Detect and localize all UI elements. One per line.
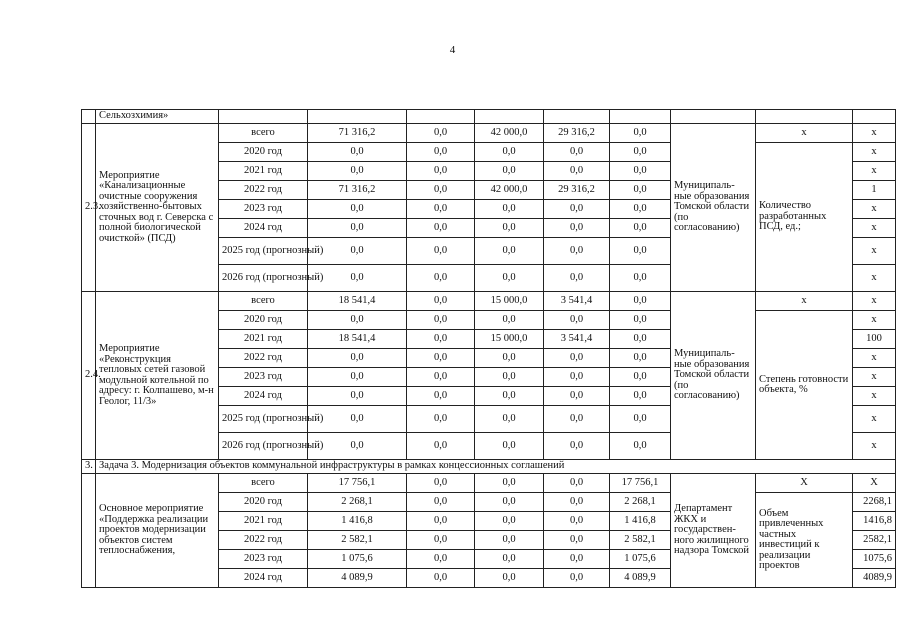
value-cell: 0,0 [610,387,671,406]
year-cell: 2023 год [219,200,308,219]
value-cell: 0,0 [475,265,544,292]
value-cell: 0,0 [544,531,610,550]
value-cell: 17 756,1 [610,474,671,493]
value-cell: 0,0 [544,433,610,460]
value-cell: 1 416,8 [610,512,671,531]
value-cell: 0,0 [308,406,407,433]
indicator-total: Х [756,474,853,493]
value-cell: 0,0 [610,238,671,265]
year-cell: 2024 год [219,387,308,406]
value-cell: 4 089,9 [308,569,407,588]
value-cell: 29 316,2 [544,124,610,143]
section-number [82,474,96,588]
indicator-value: 2268,1 [853,493,896,512]
value-cell: 3 541,4 [544,292,610,311]
value-cell: 0,0 [407,181,475,200]
year-cell: 2026 год (прогнозный) [219,265,308,292]
year-cell: 2023 год [219,550,308,569]
indicator-value: 100 [853,330,896,349]
value-cell: 0,0 [475,512,544,531]
value-cell: 0,0 [544,265,610,292]
year-cell: 2026 год (прогнозный) [219,433,308,460]
value-cell: 0,0 [475,531,544,550]
value-cell: 0,0 [544,238,610,265]
value-cell: 71 316,2 [308,181,407,200]
value-cell: 0,0 [544,406,610,433]
indicator-total: х [756,124,853,143]
value-cell: 0,0 [475,162,544,181]
value-cell: 0,0 [544,349,610,368]
indicator-value: х [853,368,896,387]
year-cell: всего [219,474,308,493]
value-cell: 0,0 [610,292,671,311]
year-cell: 2024 год [219,569,308,588]
year-cell: 2021 год [219,330,308,349]
task-number: 3. [82,460,96,474]
value-cell: 1 075,6 [308,550,407,569]
table-row [82,110,896,124]
value-cell: 0,0 [475,474,544,493]
value-cell: 0,0 [475,143,544,162]
indicator-value: х [853,406,896,433]
value-cell: 0,0 [475,550,544,569]
value-cell: 0,0 [544,512,610,531]
indicator-value: х [853,265,896,292]
value-cell: 0,0 [308,433,407,460]
value-cell: 0,0 [475,311,544,330]
value-cell: 0,0 [544,387,610,406]
value-cell: 0,0 [610,311,671,330]
value-cell: 0,0 [544,143,610,162]
value-cell: 0,0 [407,493,475,512]
value-cell: 0,0 [407,330,475,349]
value-cell: 0,0 [475,238,544,265]
value-cell: 0,0 [475,569,544,588]
value-cell: 0,0 [308,238,407,265]
value-cell: 0,0 [475,200,544,219]
program-table [81,109,896,588]
value-cell: 0,0 [407,200,475,219]
value-cell: 0,0 [407,265,475,292]
executor: Департамент ЖКХ и государствен-ного жилищного надзора Томской [671,474,756,588]
value-cell: 0,0 [407,311,475,330]
value-cell: 0,0 [407,474,475,493]
value-cell: 3 541,4 [544,330,610,349]
indicator-value: 1075,6 [853,550,896,569]
value-cell: 0,0 [407,550,475,569]
value-cell: 42 000,0 [475,181,544,200]
value-cell: 0,0 [308,311,407,330]
value-cell: 0,0 [610,433,671,460]
indicator-value: 2582,1 [853,531,896,550]
indicator-value: х [853,292,896,311]
year-cell: 2020 год [219,311,308,330]
year-cell: 2021 год [219,162,308,181]
indicator-value: х [853,200,896,219]
value-cell: 0,0 [407,512,475,531]
year-cell: 2025 год (прогнозный) [219,406,308,433]
value-cell: 0,0 [407,368,475,387]
section-title: Мероприятие «Канализационные очистные сооружения хозяйственно-бытовых сточных вод г. Северска с полной биологической очисткой» (ПСД) [96,124,219,292]
value-cell: 0,0 [610,265,671,292]
year-cell: всего [219,124,308,143]
value-cell: 0,0 [407,349,475,368]
value-cell: 2 268,1 [610,493,671,512]
value-cell: 0,0 [544,550,610,569]
indicator-value: 1416,8 [853,512,896,531]
year-cell: всего [219,292,308,311]
value-cell: 0,0 [610,162,671,181]
value-cell: 0,0 [610,124,671,143]
value-cell: 0,0 [610,406,671,433]
task-row [82,460,896,474]
value-cell: 0,0 [544,368,610,387]
value-cell: 0,0 [610,219,671,238]
value-cell: 0,0 [544,569,610,588]
value-cell: 1 075,6 [610,550,671,569]
indicator-value: Х [853,474,896,493]
indicator-value: х [853,219,896,238]
value-cell: 4 089,9 [610,569,671,588]
value-cell: 15 000,0 [475,330,544,349]
value-cell: 0,0 [475,219,544,238]
value-cell: 2 582,1 [308,531,407,550]
value-cell: 0,0 [407,531,475,550]
value-cell: 15 000,0 [475,292,544,311]
year-cell: 2021 год [219,512,308,531]
year-cell: 2024 год [219,219,308,238]
indicator-name: Количество разработанных ПСД, ед.; [756,143,853,292]
continued-title: Сельхозхимия» [96,110,219,124]
value-cell: 0,0 [544,311,610,330]
value-cell: 0,0 [544,200,610,219]
value-cell: 0,0 [308,200,407,219]
year-cell: 2022 год [219,531,308,550]
section-number: 2.3. [82,124,96,292]
value-cell: 0,0 [308,162,407,181]
value-cell: 0,0 [610,181,671,200]
executor: Муниципаль-ные образования Томской области (по согласованию) [671,124,756,292]
value-cell: 0,0 [475,433,544,460]
value-cell: 0,0 [407,433,475,460]
value-cell: 0,0 [475,368,544,387]
year-cell: 2020 год [219,493,308,512]
year-cell: 2023 год [219,368,308,387]
value-cell: 0,0 [544,162,610,181]
page-number: 4 [449,44,456,56]
indicator-value: х [853,162,896,181]
value-cell: 0,0 [544,474,610,493]
table-row [82,292,896,311]
value-cell: 0,0 [308,387,407,406]
indicator-name: Степень готовности объекта, % [756,311,853,460]
indicator-name: Объем привлеченных частных инвестиций к реализации проектов [756,493,853,588]
value-cell: 0,0 [407,292,475,311]
value-cell: 0,0 [475,387,544,406]
value-cell: 0,0 [407,162,475,181]
value-cell: 0,0 [475,349,544,368]
value-cell: 0,0 [407,219,475,238]
value-cell: 0,0 [407,143,475,162]
value-cell: 0,0 [407,387,475,406]
value-cell: 18 541,4 [308,330,407,349]
value-cell: 0,0 [610,200,671,219]
executor: Муниципаль-ные образования Томской области (по согласованию) [671,292,756,460]
value-cell: 0,0 [407,124,475,143]
indicator-value: х [853,349,896,368]
section-number: 2.4. [82,292,96,460]
value-cell: 18 541,4 [308,292,407,311]
value-cell: 0,0 [544,219,610,238]
value-cell: 0,0 [308,265,407,292]
value-cell: 0,0 [308,368,407,387]
value-cell: 0,0 [475,493,544,512]
year-cell: 2025 год (прогнозный) [219,238,308,265]
indicator-total: х [756,292,853,311]
section-title: Мероприятие «Реконструкция тепловых сетей газовой модульной котельной по адресу: г. Колпашево, м-н Геолог, 11/3» [96,292,219,460]
value-cell: 0,0 [544,493,610,512]
value-cell: 42 000,0 [475,124,544,143]
value-cell: 0,0 [610,368,671,387]
year-cell: 2022 год [219,349,308,368]
value-cell: 0,0 [610,330,671,349]
year-cell: 2020 год [219,143,308,162]
indicator-value: х [853,433,896,460]
value-cell: 0,0 [407,406,475,433]
value-cell: 0,0 [407,569,475,588]
value-cell: 0,0 [610,143,671,162]
value-cell: 0,0 [407,238,475,265]
indicator-value: х [853,387,896,406]
indicator-value: х [853,143,896,162]
table-body [82,110,896,588]
value-cell: 0,0 [308,143,407,162]
year-cell: 2022 год [219,181,308,200]
table-row [82,124,896,143]
value-cell: 2 582,1 [610,531,671,550]
value-cell: 0,0 [475,406,544,433]
indicator-value: х [853,124,896,143]
section-title: Основное мероприятие «Поддержка реализации проектов модернизации объектов систем теплоснабжения, [96,474,219,588]
indicator-value: х [853,238,896,265]
value-cell: 17 756,1 [308,474,407,493]
value-cell: 0,0 [610,349,671,368]
task-title: Задача 3. Модернизация объектов коммунальной инфраструктуры в рамках концессионных соглашений [96,460,896,474]
value-cell: 1 416,8 [308,512,407,531]
table-row [82,474,896,493]
value-cell: 0,0 [308,349,407,368]
value-cell: 71 316,2 [308,124,407,143]
indicator-value: 4089,9 [853,569,896,588]
indicator-value: х [853,311,896,330]
indicator-value: 1 [853,181,896,200]
value-cell: 2 268,1 [308,493,407,512]
value-cell: 29 316,2 [544,181,610,200]
value-cell: 0,0 [308,219,407,238]
